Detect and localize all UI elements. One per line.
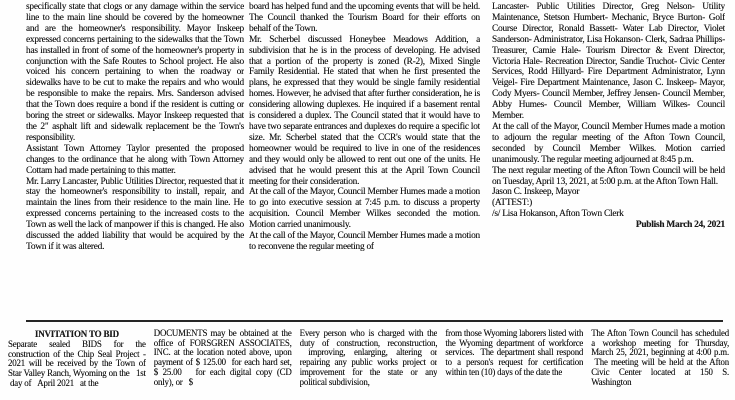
- article-column-2: [249, 2, 480, 253]
- section-divider: [26, 320, 723, 322]
- paragraph: At the call of the Mayor, Council Member Humes made a motion to adjourn the regular meeting of the Afton Town Council, seconded by Council Member Wilkes. Motion carried unanimously. The regular meeting adjourned at 8:45 p.m.: [492, 121, 725, 165]
- paragraph: Assistant Town Attorney Taylor presented the proposed changes to the ordinance that he along with Town Attorney Cottam had made pertaining to this matter.: [26, 143, 244, 176]
- notice-column-5: [591, 329, 729, 387]
- attest-line: (ATTEST:): [492, 198, 532, 209]
- notice-column-3: [300, 329, 438, 387]
- paragraph: board has helped fund and the upcoming events that will be held. The Council thanked the Tourism Board for their efforts on behalf of the Town.: [249, 2, 480, 34]
- article-column-3: [492, 2, 725, 231]
- article-column-1: [26, 2, 244, 253]
- notice-text: Every person who is charged with the duty of construction, reconstruction, improving, enlarging, altering or repairing any public works project or improvement for the state or any political subdivision,: [299, 329, 438, 387]
- notice-text: Separate sealed BIDS for the construction of the Chip Seal Project - 2021 will be received by the Town of Star Valley Ranch, Wyoming on the 1st day of April 2021 at the: [8, 339, 146, 388]
- notice-title: INVITATION TO BID: [34, 329, 119, 339]
- signature-mayor: Jason C. Inskeep, Mayor: [492, 187, 580, 198]
- paragraph: Mr. Larry Lancaster, Public Utilities Director, requested that it stay the homeowner's responsibility to install, repair, and maintain the lines from their residence to the main line. He expressed concerns pertaining to the increased costs to the Town as well the lack of manpower if this is changed. He also discussed the added liability that would be acquired by the Town if it was altered.: [26, 176, 244, 252]
- publish-date: Publish March 24, 2021: [635, 220, 725, 231]
- paragraph: At the call of the Mayor, Council Member Humes made a motion to go into executive session at 7:45 p.m. to discuss a property acquisition. Council Member Wilkes seconded the motion. Motion carried unanimously.: [249, 187, 480, 231]
- notice-text: DOCUMENTS may be obtained at the office of FORSGREN ASSOCIATES, INC. at the location noted above, upon payment of $ 125.00 for each hard set, $ 25.00 for each digital copy (CD only), or $: [153, 329, 292, 387]
- legal-notices-row: [0, 329, 735, 395]
- notice-column-4: [445, 329, 583, 378]
- signature-clerk: /s/ Lisa Hokanson, Afton Town Clerk: [492, 209, 624, 220]
- paragraph: At the call of the Mayor, Council Member Humes made a motion to reconvene the regular meeting of: [249, 231, 480, 252]
- paragraph: The next regular meeting of the Afton Town Council will be held on Tuesday, April 13, 2021, at 5:00 p.m. at the Afton Town Hall.: [492, 165, 725, 187]
- paragraph: Mr. Scherbel discussed Honeybee Meadows Addition, a subdivision that he is in the process of developing. He advised that a portion of the property is zoned (R-2), Mixed Single Family Residential. He stated that when he first presented the plans, he expressed that they would be single family residential homes. However, he advised that after further consideration, he is considering allowing duplexes. He inquired if a basement rental is considered a duplex. The Council stated that it would have to have two separate entrances and duplexes do require a specific lot size. Mr. Scherbel stated that the CCR's would state that the homeowner would be required to live in one of the residences and they would only be allowed to rent out one of the units. He advised that he would present this at the April Town Council meeting for their consideration.: [249, 34, 480, 187]
- notice-column-2: [154, 329, 292, 387]
- paragraph: Lancaster- Public Utilities Director, Greg Nelson- Utility Maintenance, Stetson Humbert- Mechanic, Bryce Burton- Golf Course Director, Ronald Bassett- Water Lab Director, Violet Sanderson- Administrator, Lisa Hokanson- Clerk, Sadraa Phillips- Treasurer, Camie Hale- Tourism Director & Event Director, Victoria Hale- Recreation Director, Sandie Truchot- Civic Center Services, Rodd Hillyard- Fire Department Administrator, Lynn Veigel- Fire Department Maintenance, Jason C. Inskeep- Mayor, Cody Myers- Council Member, Jeffrey Jensen- Council Member, Abby Humes- Council Member, William Wilkes- Council Member.: [492, 2, 725, 122]
- notice-text: from those Wyoming laborers listed with the Wyoming department of workforce services. The department shall respond to a person's request for certification within ten (10) days of the date the: [445, 329, 584, 377]
- notice-column-1: [8, 329, 146, 389]
- notice-text: The Afton Town Council has scheduled a workshop meeting for Thursday, March 25, 2021, beginning at 4:00 p.m. The meeting will be held at the Afton Civic Center located at 150 S. Washington: [591, 329, 729, 387]
- paragraph: specifically state that clogs or any damage within the service line to the main line should be covered by the homeowner and are the homeowner's responsibility. Mayor Inskeep expressed concerns pertaining to the sidewalks that the Town has installed in front of some of the homeowner's property in conjunction with the Safe Routes to School project. He also voiced his concern pertaining to when the roadway or sidewalks have to be cut to make the repairs and who would be responsible to make the repairs. Mrs. Sanderson advised that the Town does require a bond if the resident is cutting or boring the street or sidewalks. Mayor Inskeep requested that the 2" asphalt lift and sidewalk replacement be the Town's responsibility.: [26, 2, 244, 143]
